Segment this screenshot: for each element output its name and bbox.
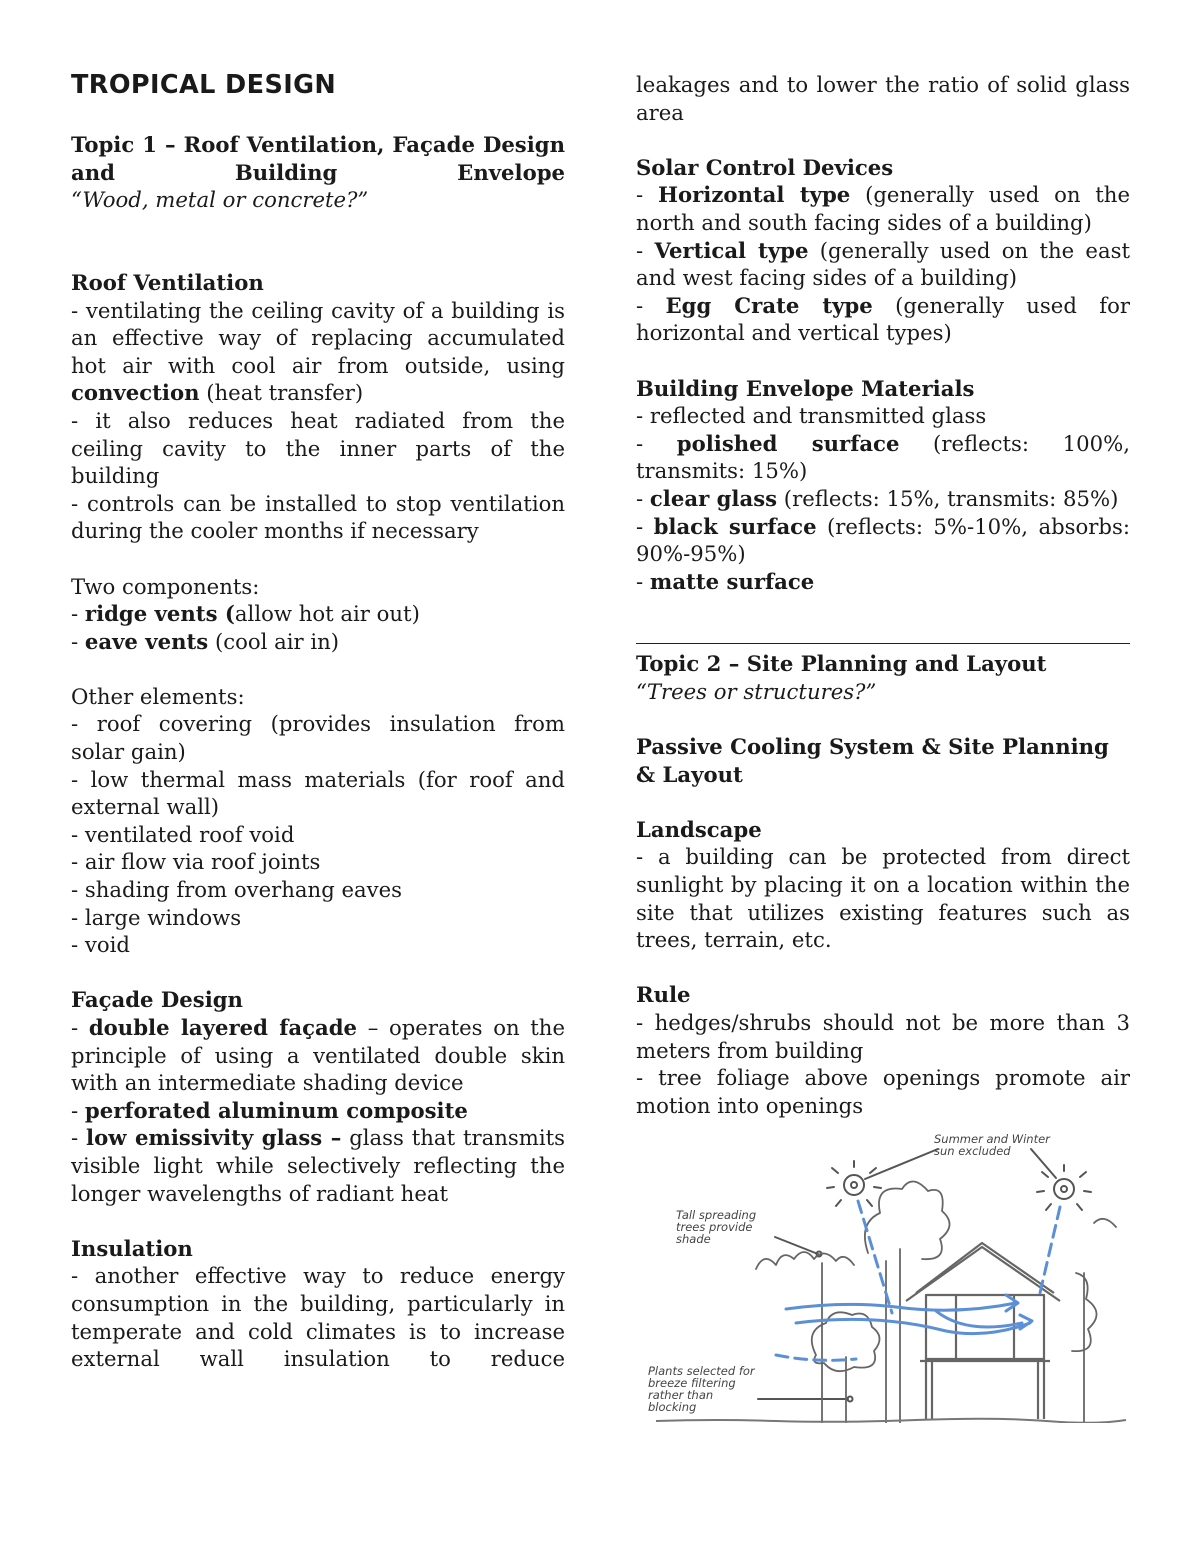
other-element-item: - shading from overhang eaves bbox=[71, 877, 403, 903]
envelope-item-matte: - matte surface bbox=[636, 568, 815, 594]
components-label: Two components: bbox=[71, 573, 260, 599]
label-plants-breeze: Plants selected for breeze filtering rather than blocking bbox=[648, 1364, 755, 1415]
roof-ventilation-heading: Roof Ventilation bbox=[71, 269, 264, 295]
solar-control-egg-crate: - Egg Crate type (generally used for horizontal and vertical types) bbox=[636, 292, 1130, 346]
rule-item-tree-foliage: - tree foliage above openings promote air motion into openings bbox=[636, 1065, 1130, 1118]
sun-ray-left bbox=[858, 1201, 892, 1313]
roof-ventilation-paragraph-2: - it also reduces heat radiated from the ceiling cavity to the inner parts of the building bbox=[71, 407, 565, 489]
envelope-heading: Building Envelope Materials bbox=[636, 375, 975, 401]
topic1-heading: Topic 1 – Roof Ventilation, Façade Design and Building Envelope bbox=[71, 132, 565, 185]
insulation-paragraph: - another effective way to reduce energy consumption in the building, particularly in temperate and cold climates is to increase external wall insulation to reduce bbox=[71, 1263, 565, 1372]
rule-heading: Rule bbox=[636, 982, 691, 1008]
sun-ray-right bbox=[1040, 1207, 1060, 1293]
envelope-item-glass: - reflected and transmitted glass bbox=[636, 403, 987, 429]
other-element-item: - void bbox=[71, 932, 130, 958]
passive-cooling-heading: Passive Cooling System & Site Planning & Layout bbox=[636, 734, 1109, 787]
facade-item-perforated: - perforated aluminum composite bbox=[71, 1097, 468, 1123]
sun-icon bbox=[1054, 1179, 1074, 1199]
facade-item-double-layered: - double layered façade – operates on the principle of using a ventilated double skin with an intermediate shading device bbox=[71, 1015, 565, 1096]
insulation-paragraph-continued: leakages and to lower the ratio of solid glass area bbox=[636, 72, 1130, 125]
other-elements-label: Other elements: bbox=[71, 683, 245, 709]
solar-control-horizontal: - Horizontal type (generally used on the north and south facing sides of a building) bbox=[636, 182, 1130, 235]
component-ridge-vents: - ridge vents (allow hot air out) bbox=[71, 601, 420, 627]
other-element-item: - roof covering (provides insulation from solar gain) bbox=[71, 711, 565, 765]
rule-item-hedges: - hedges/shrubs should not be more than 3 meters from building bbox=[636, 1010, 1130, 1063]
envelope-item-polished: - polished surface (reflects: 100%, transmits: 15%) bbox=[636, 430, 1130, 484]
other-element-item: - air flow via roof joints bbox=[71, 849, 321, 875]
sun-icon bbox=[844, 1175, 864, 1195]
roof-ventilation-paragraph-3: - controls can be installed to stop ventilation during the cooler months if necessary bbox=[71, 490, 565, 544]
label-tall-trees: Tall spreading trees provide shade bbox=[676, 1208, 757, 1247]
topic2-quote: “Trees or structures?” bbox=[636, 678, 877, 704]
topic1-quote: “Wood, metal or concrete?” bbox=[71, 187, 369, 213]
house-roof-outline bbox=[916, 1243, 1054, 1293]
insulation-heading: Insulation bbox=[71, 1235, 193, 1261]
topic2-heading: Topic 2 – Site Planning and Layout bbox=[636, 651, 1047, 677]
site-planning-sketch bbox=[636, 1123, 1130, 1423]
landscape-heading: Landscape bbox=[636, 816, 762, 842]
other-element-item: - ventilated roof void bbox=[71, 821, 295, 847]
solar-control-heading: Solar Control Devices bbox=[636, 154, 894, 180]
facade-heading: Façade Design bbox=[71, 987, 243, 1013]
solar-control-vertical: - Vertical type (generally used on the east and west facing sides of a building) bbox=[636, 237, 1130, 291]
breeze-arrow bbox=[786, 1303, 1016, 1310]
landscape-paragraph: - a building can be protected from direct sunlight by placing it on a location within the site that utilizes existing features such as trees, terrain, etc. bbox=[636, 844, 1130, 953]
ground-line bbox=[656, 1419, 1126, 1423]
envelope-item-clear-glass: - clear glass (reflects: 15%, transmits: 85%) bbox=[636, 485, 1119, 511]
right-column bbox=[636, 71, 1130, 1423]
roof-ventilation-paragraph-1: - ventilating the ceiling cavity of a building is an effective way of replacing accumulated hot air with cool air from outside, using convection (heat transfer) bbox=[71, 297, 565, 406]
envelope-item-black-surface: - black surface (reflects: 5%-10%, absorbs: 90%-95%) bbox=[636, 513, 1130, 567]
other-element-item: - low thermal mass materials (for roof and external wall) bbox=[71, 766, 565, 820]
document-title: TROPICAL DESIGN bbox=[71, 70, 337, 100]
component-eave-vents: - eave vents (cool air in) bbox=[71, 628, 340, 654]
facade-item-low-e-glass: - low emissivity glass – glass that transmits visible light while selectively reflecting the longer wavelengths of radiant heat bbox=[71, 1125, 565, 1206]
label-sun-excluded: Summer and Winter sun excluded bbox=[934, 1132, 1050, 1159]
left-column bbox=[71, 131, 565, 1373]
other-element-item: - large windows bbox=[71, 904, 242, 930]
